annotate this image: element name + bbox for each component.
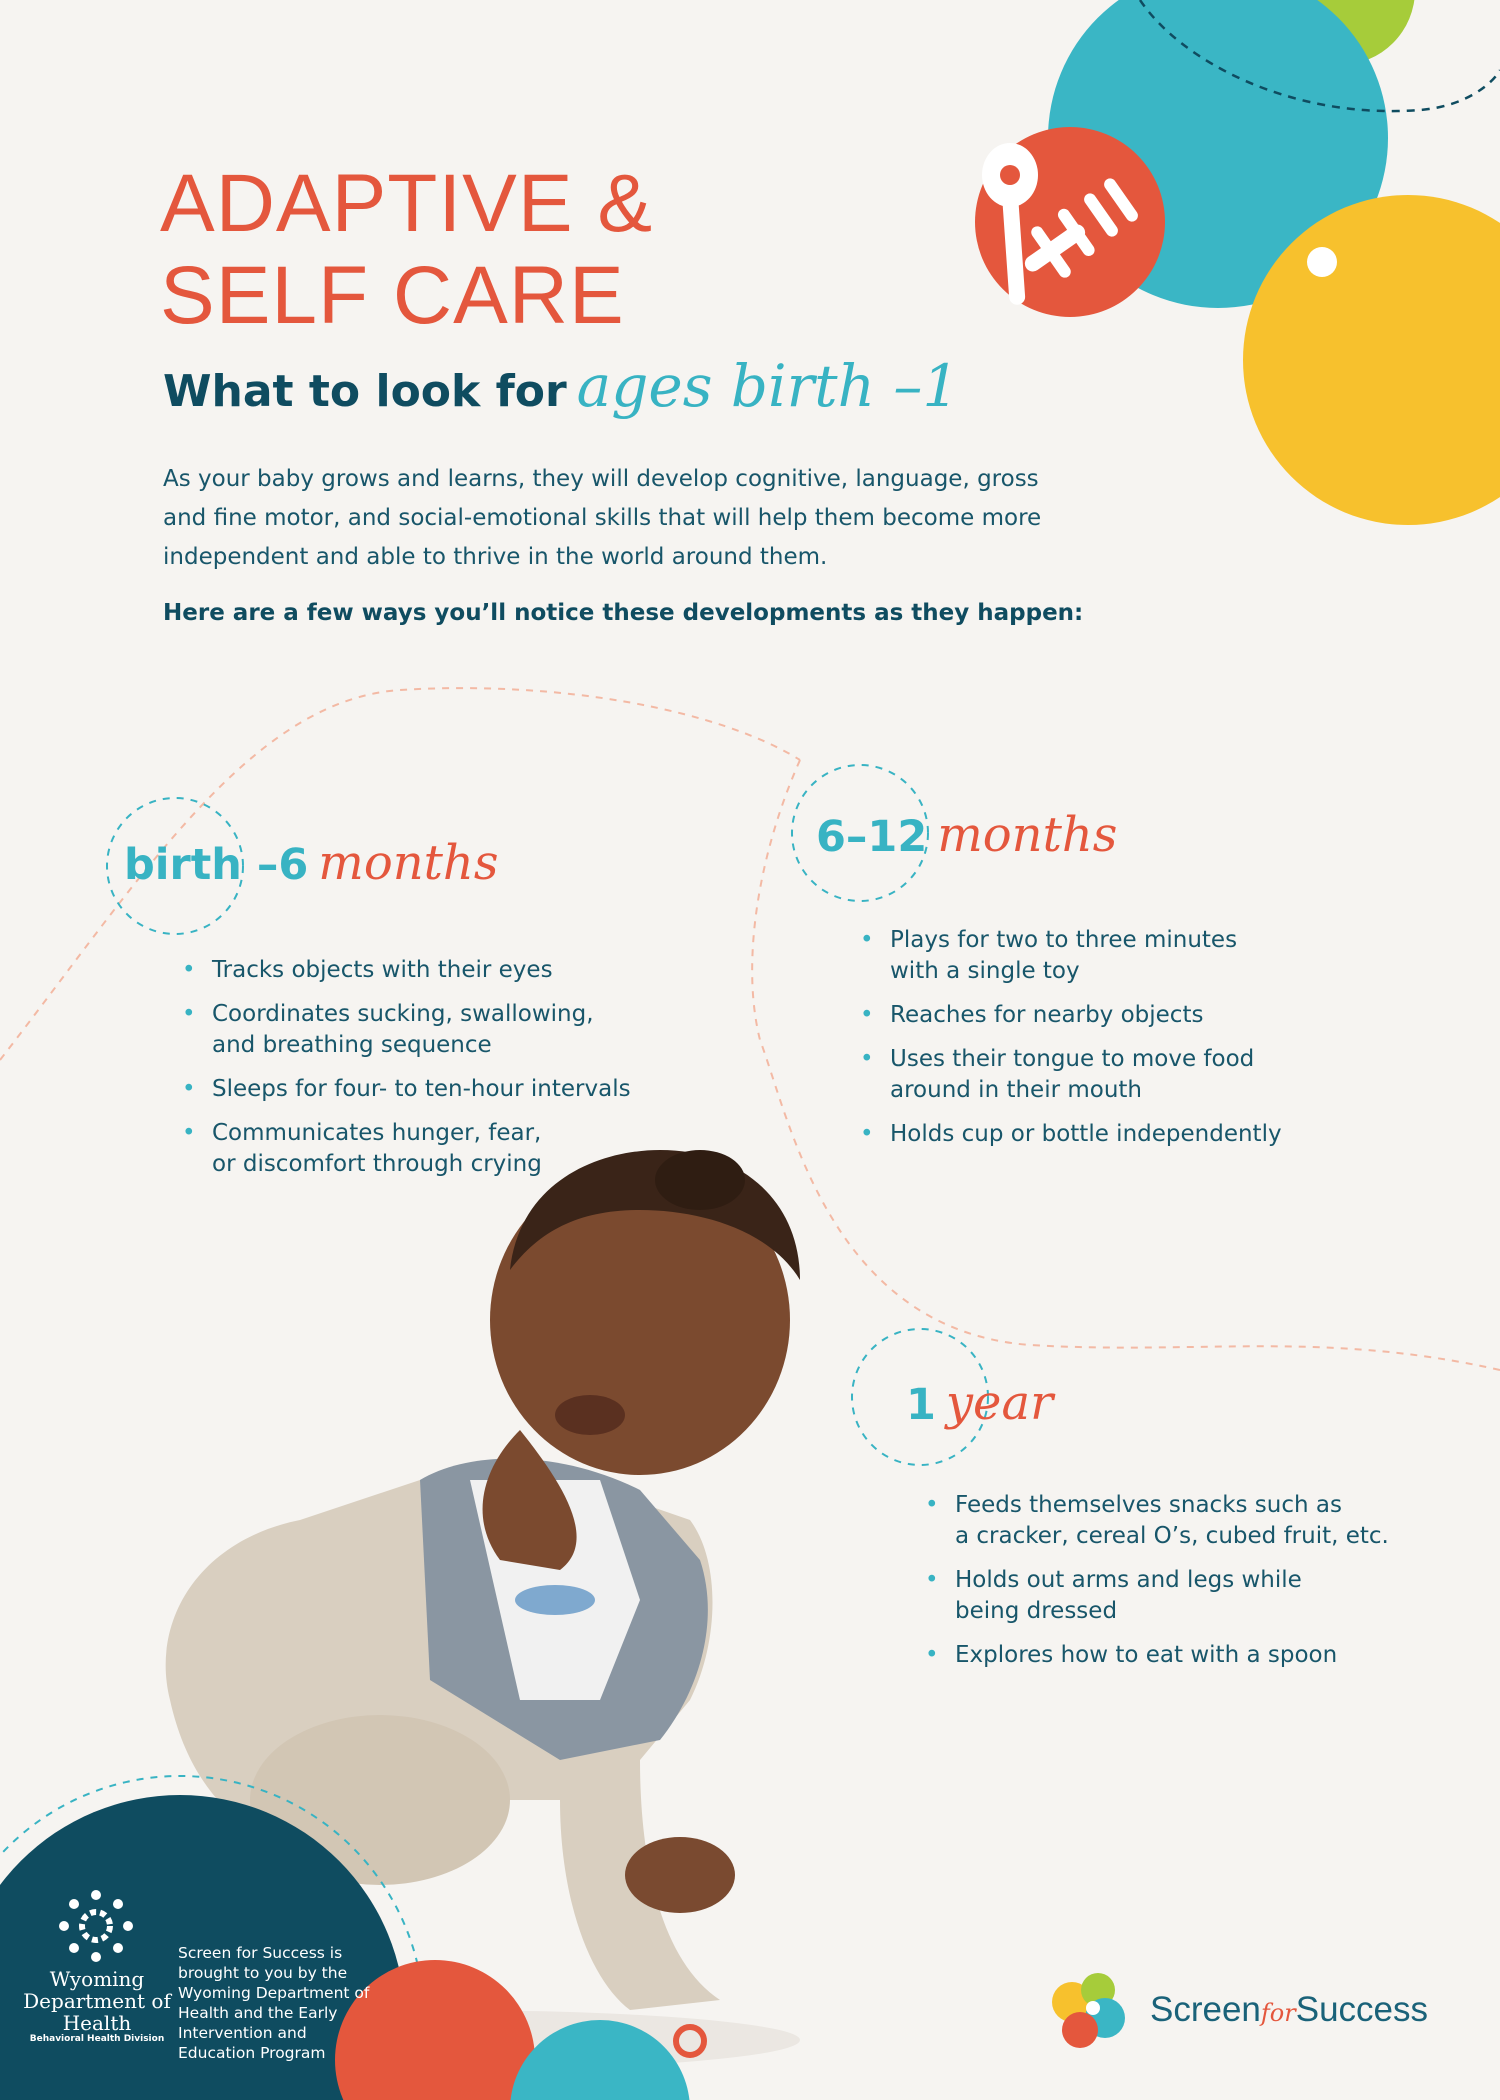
footer-credit: Screen for Success is brought to you by the Wyoming Department of Health and the Early Intervention and Education Program (178, 1944, 370, 2062)
intro-paragraph: As your baby grows and learns, they will develop cognitive, language, gross and fine motor, and social-emotional skills that will help them become more independent and able to thrive in the world around them. (163, 466, 1042, 570)
page-subtitle (163, 352, 959, 420)
list-item: • Feeds themselves snacks such as a cracker, cereal O’s, cubed fruit, etc. (925, 1490, 1445, 1552)
stage-title-birth-6 (124, 835, 498, 891)
stage-label: 1 (906, 1380, 936, 1430)
screen-for-success-wordmark (1150, 1990, 1428, 2030)
list-item: • Tracks objects with their eyes (182, 955, 702, 986)
stage-label-script: months (318, 835, 499, 891)
brand-success: Success (1295, 1990, 1428, 2029)
subtitle-age-range: ages birth –1 (576, 352, 960, 420)
list-item: • Holds cup or bottle independently (860, 1119, 1420, 1150)
org-logo-division: Behavioral Health Division (29, 2034, 165, 2044)
title-line-1: ADAPTIVE & (160, 158, 654, 249)
subtitle-text: What to look for (163, 366, 567, 417)
milestone-list-6-12 (860, 925, 1420, 1163)
stage-title-6-12 (816, 807, 1117, 863)
milestone-list-birth-6 (182, 955, 702, 1193)
screen-for-success-logo-icon (1052, 1973, 1125, 2048)
list-item: • Plays for two to three minutes with a single toy (860, 925, 1420, 987)
stage-title-1-year (906, 1375, 1053, 1431)
brand-for: for (1260, 1999, 1296, 2027)
list-item: • Sleeps for four- to ten-hour intervals (182, 1074, 702, 1105)
org-logo-name: Wyoming Department of Health (23, 1967, 171, 2035)
intro-lead: Here are a few ways you’ll notice these developments as they happen: (163, 600, 1084, 626)
list-item: • Explores how to eat with a spoon (925, 1640, 1445, 1671)
brand-screen: Screen (1150, 1990, 1261, 2029)
stage-label: 6–12 (816, 812, 928, 862)
milestone-list-1-year (925, 1490, 1445, 1684)
stage-label-script: months (937, 807, 1118, 863)
stage-label: birth –6 (124, 840, 309, 890)
title-line-2: SELF CARE (160, 250, 625, 341)
list-item: • Communicates hunger, fear, or discomfort through crying (182, 1118, 702, 1180)
list-item: • Holds out arms and legs while being dressed (925, 1565, 1445, 1627)
white-dot (1307, 247, 1337, 277)
list-item: • Reaches for nearby objects (860, 1000, 1420, 1031)
page-title (160, 158, 653, 342)
list-item: • Coordinates sucking, swallowing, and breathing sequence (182, 999, 702, 1061)
list-item: • Uses their tongue to move food around in their mouth (860, 1044, 1420, 1106)
stage-label-script: year (945, 1375, 1054, 1431)
